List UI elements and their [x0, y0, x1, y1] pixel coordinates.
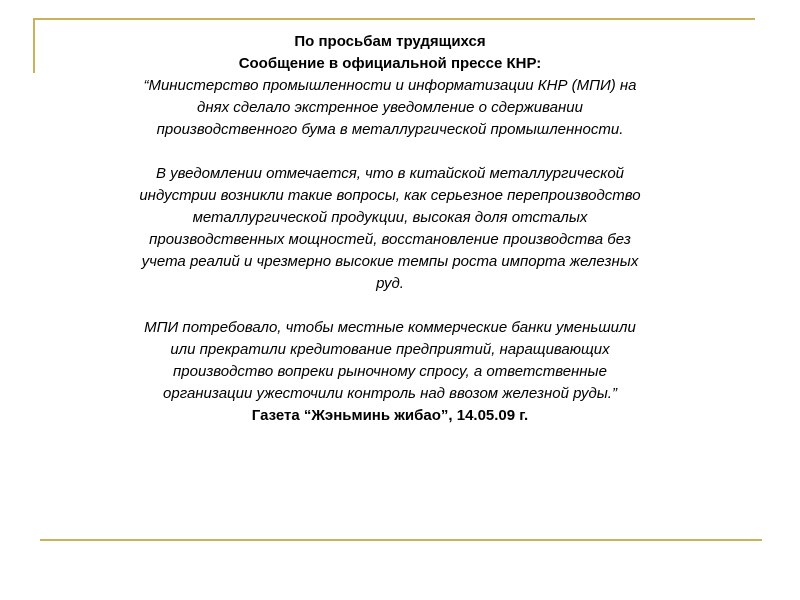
paragraph-gap: [70, 295, 710, 317]
paragraph-1-line-2: днях сделало экстренное уведомление о сдерживании: [197, 99, 583, 116]
left-rule: [33, 18, 35, 73]
paragraph-2-line-6: руд.: [376, 275, 404, 292]
paragraph-1-line-3: производственного бума в металлургической промышленности.: [156, 121, 624, 138]
paragraph-2-line-2: индустрии возникли такие вопросы, как серьезное перепроизводство: [139, 187, 641, 204]
paragraph-2-line-5: учета реалий и чрезмерно высокие темпы роста импорта железных: [141, 253, 639, 270]
paragraph-3-line-3: производство вопреки рыночному спросу, а ответственные: [173, 363, 607, 380]
top-rule: [33, 18, 755, 20]
paragraph-3-line-2: или прекратили кредитование предприятий, наращивающих: [170, 341, 610, 358]
source-citation: Газета “Жэньминь жибао”, 14.05.09 г.: [251, 407, 529, 424]
title-line-2: Сообщение в официальной прессе КНР:: [238, 55, 542, 72]
title-line-1: По просьбам трудящихся: [294, 33, 486, 50]
paragraph-2-line-4: производственных мощностей, восстановление производства без: [149, 231, 631, 248]
paragraph-gap: [70, 141, 710, 163]
text-block: [70, 31, 710, 427]
paragraph-3-line-4: организации ужесточили контроль над ввозом железной руды.”: [163, 385, 617, 402]
paragraph-2-line-3: металлургической продукции, высокая доля отсталых: [192, 209, 588, 226]
paragraph-1-line-1: “Министерство промышленности и информатизации КНР (МПИ) на: [143, 77, 637, 94]
paragraph-3-line-1: МПИ потребовало, чтобы местные коммерческие банки уменьшили: [144, 319, 636, 336]
bottom-rule: [40, 539, 762, 541]
paragraph-2-line-1: В уведомлении отмечается, что в китайской металлургической: [155, 165, 625, 182]
